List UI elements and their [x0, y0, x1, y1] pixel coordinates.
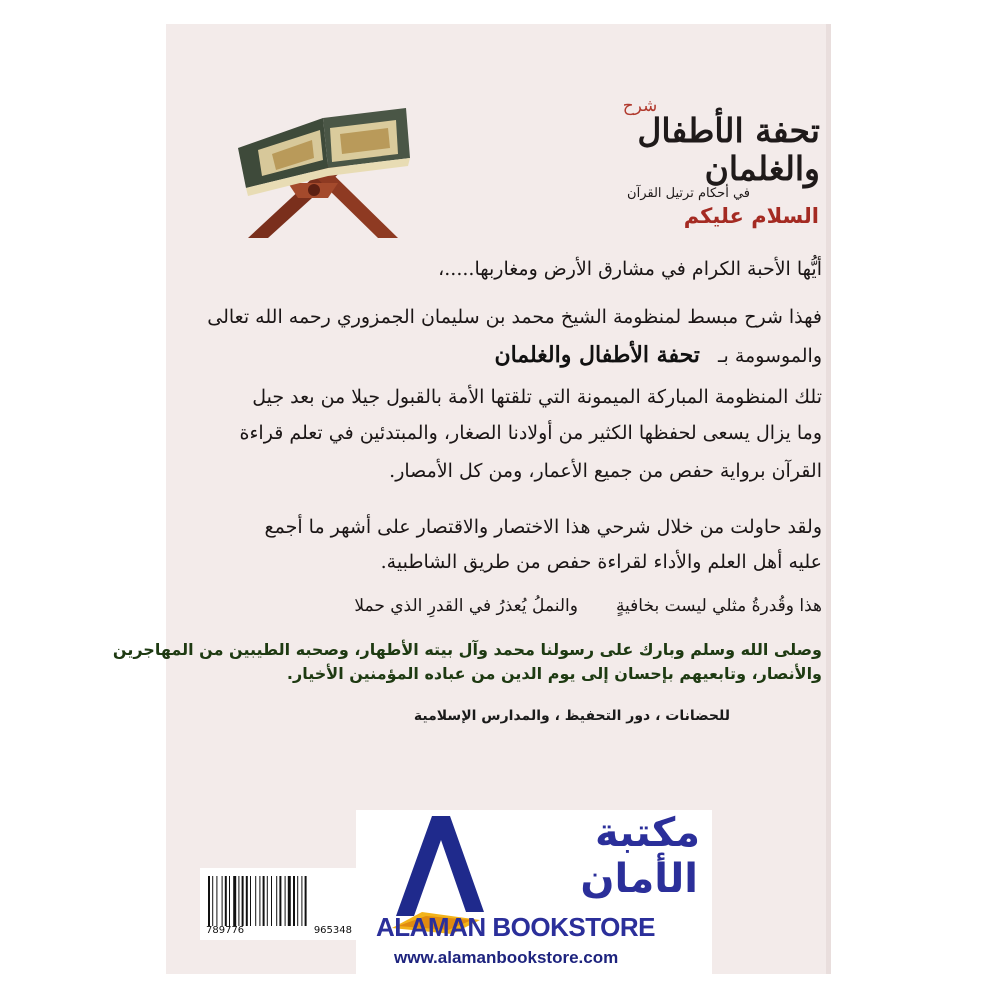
barcode-bar [279, 876, 281, 926]
barcode-bar [208, 876, 210, 926]
text-line-2: فهذا شرح مبسط لمنظومة الشيخ محمد بن سليمان الجمزوري رحمه الله تعالى [207, 306, 822, 328]
barcode-bar [271, 876, 272, 926]
barcode-bar [212, 876, 213, 926]
barcode-digits [206, 925, 352, 936]
logo-arabic-line-1: مكتبة [595, 810, 700, 856]
barcode-bar [216, 876, 217, 926]
text-line-7: ولقد حاولت من خلال شرحي هذا الاختصار والاقتصار على أشهر ما أجمع [264, 516, 822, 538]
quran-on-stand-illustration [228, 78, 418, 248]
barcode-bar [305, 876, 307, 926]
text-line-1: أيُّها الأحبة الكرام في مشارق الأرض ومغاربها.....، [438, 258, 822, 280]
logo-arabic-line-2: الأمان [580, 856, 698, 902]
cover-edge [826, 24, 831, 974]
barcode-bar [242, 876, 244, 926]
greeting: السلام عليكم [683, 204, 819, 228]
barcode-bar [301, 876, 302, 926]
text-line-3 [222, 342, 822, 368]
barcode-bar [225, 876, 227, 926]
barcode-bar [259, 876, 260, 926]
barcode-bar [276, 876, 277, 926]
closing-dua-line-1: وصلى الله وسلم وبارك على رسولنا محمد وآل بيته الأطهار، وصحبه الطيبين من المهاجرين [112, 640, 822, 659]
closing-dua-line-2: والأنصار، وتابعيهم بإحسان إلى يوم الدين من عباده المؤمنين الأخيار. [286, 664, 822, 683]
barcode-left-digits: 789776 [206, 925, 245, 936]
verse-first-half: هذا وقُدرةُ مثلي ليست بخافيةٍ [615, 596, 822, 616]
barcode-bar [246, 876, 248, 926]
text-line-6: القرآن برواية حفص من جميع الأعمار، ومن كل الأمصار. [389, 460, 822, 482]
barcode [200, 868, 358, 940]
target-audience: للحضانات ، دور التحفيظ ، والمدارس الإسلامية [413, 708, 730, 724]
barcode-bar [222, 876, 223, 926]
barcode-bar [267, 876, 268, 926]
barcode-bar [285, 876, 286, 926]
book-subtitle: في أحكام ترتيل القرآن [627, 186, 750, 201]
barcode-bar [288, 876, 291, 926]
verse-second-half: والنملُ يُعذرُ في القدرِ الذي حملا [354, 596, 578, 616]
inline-book-title: تحفة الأطفال والغلمان [494, 342, 700, 368]
poetry-verse [222, 596, 822, 616]
barcode-bar [263, 876, 265, 926]
barcode-bar [229, 876, 230, 926]
barcode-bar [238, 876, 239, 926]
text-line-8: عليه أهل العلم والأداء لقراءة حفص من طريق الشاطبية. [380, 551, 822, 573]
text-line-4: تلك المنظومة المباركة الميمونة التي تلقتها الأمة بالقبول جيلا من بعد جيل [252, 386, 822, 408]
barcode-bar [293, 876, 295, 926]
text-line-3-prefix: والموسومة بـ [717, 345, 822, 367]
title-prefix: شرح [622, 96, 658, 116]
logo-english-name: ALAMAN BOOKSTORE [376, 912, 655, 942]
barcode-bars [206, 876, 352, 926]
barcode-bar [233, 876, 236, 926]
barcode-right-digits: 965348 [313, 925, 352, 936]
barcode-bar [250, 876, 251, 926]
publisher-logo [356, 810, 712, 975]
book-title: تحفة الأطفال والغلمان [637, 111, 820, 188]
barcode-bar [255, 876, 256, 926]
text-line-5: وما يزال يسعى لحفظها الكثير من أولادنا الصغار، والمبتدئين في تعلم قراءة [239, 422, 822, 444]
barcode-bar [297, 876, 298, 926]
logo-website: www.alamanbookstore.com [394, 948, 619, 967]
book-title-block [520, 96, 820, 201]
